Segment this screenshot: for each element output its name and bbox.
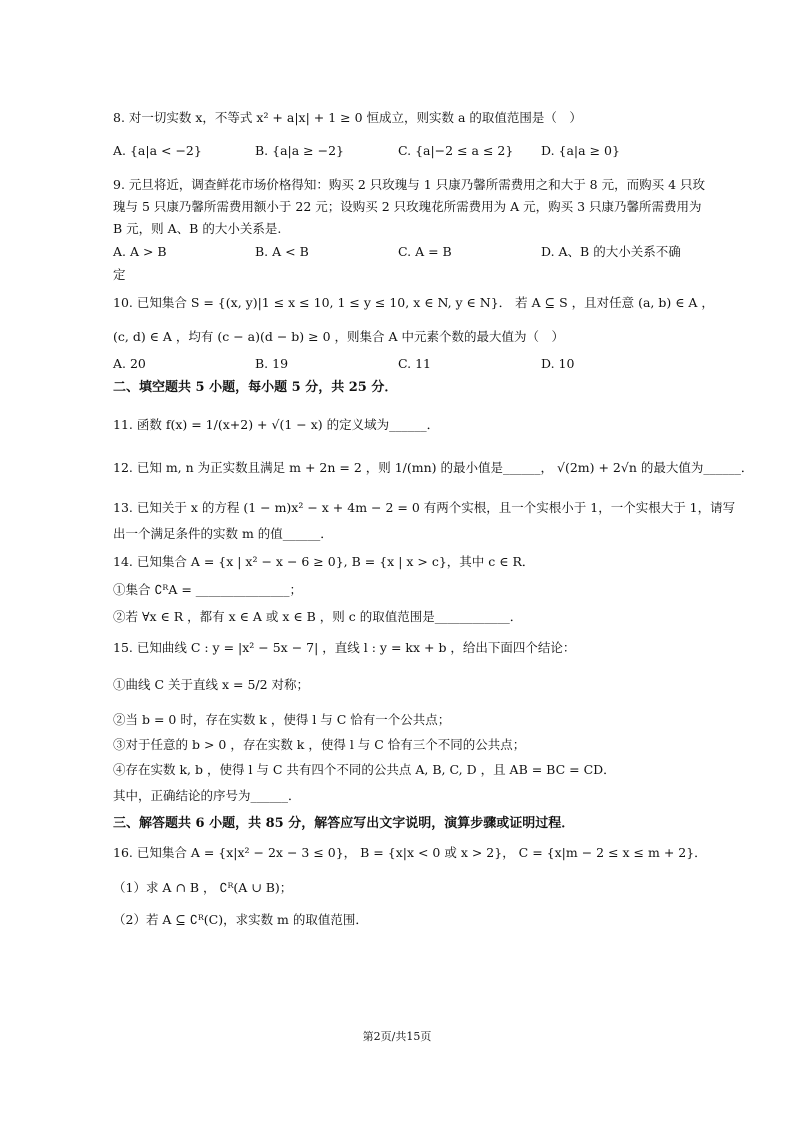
question-14-part-2: ②若 ∀x ∈ R ，都有 x ∈ A 或 x ∈ B ，则 c 的取值范围是____________．	[113, 609, 523, 624]
q8-option-a: A. {a|a < −2}	[113, 143, 202, 158]
q10-option-c: C. 11	[398, 356, 431, 371]
q9-option-b: B. A < B	[255, 244, 309, 259]
question-13-line-1: 13. 已知关于 x 的方程 (1 − m)x² − x + 4m − 2 = 0 有两个实根，且一个实根小于 1，一个实根大于 1，请写	[113, 500, 736, 515]
question-15-stem: 15. 已知曲线 C : y = |x² − 5x − 7| ，直线 l : y = kx + b ，给出下面四个结论：	[113, 640, 576, 655]
question-9-line-3: B 元，则 A、B 的大小关系是.	[113, 221, 282, 236]
question-16-part-1: （1）求 A ∩ B ， ∁ᴿ(A ∪ B)；	[113, 880, 293, 895]
question-15-claim-3: ③对于任意的 b > 0 ，存在实数 k ，使得 l 与 C 恰有三个不同的公共点；	[113, 737, 526, 752]
q8-option-b: B. {a|a ≥ −2}	[255, 143, 345, 158]
page-number: 第2页/共15页	[362, 1030, 432, 1043]
q9-option-c: C. A = B	[398, 244, 452, 259]
q9-option-d-wrap: 定	[113, 267, 126, 282]
question-15-claim-4: ④存在实数 k, b ，使得 l 与 C 共有四个不同的公共点 A, B, C, D ，且 AB = BC = CD．	[113, 762, 616, 777]
q9-option-a: A. A > B	[113, 244, 167, 259]
section-3-heading: 三、解答题共 6 小题，共 85 分，解答应写出文字说明，演算步骤或证明过程．	[113, 816, 575, 831]
question-11: 11. 函数 f(x) = 1/(x+2) + √(1 − x) 的定义域为______．	[113, 417, 440, 432]
question-9-line-1: 9. 元旦将近，调查鲜花市场价格得知：购买 2 只玫瑰与 1 只康乃馨所需费用之和大于 8 元，而购买 4 只玫	[113, 177, 706, 192]
q10-option-b: B. 19	[255, 356, 289, 371]
question-9-line-2: 瑰与 5 只康乃馨所需费用额小于 22 元；设购买 2 只玫瑰花所需费用为 A 元，购买 3 只康乃馨所需费用为	[113, 199, 702, 214]
question-14-part-1: ①集合 ∁ᴿA = _______________；	[113, 582, 303, 597]
question-14-stem: 14. 已知集合 A = {x | x² − x − 6 ≥ 0}, B = {x | x > c}，其中 c ∈ R．	[113, 554, 535, 569]
q8-option-c: C. {a|−2 ≤ a ≤ 2}	[398, 143, 514, 158]
q8-option-d: D. {a|a ≥ 0}	[541, 143, 620, 158]
question-10-line-2: (c, d) ∈ A ，均有 (c − a)(d − b) ≥ 0 ，则集合 A 中元素个数的最大值为（ ）	[113, 329, 565, 344]
q10-option-d: D. 10	[541, 356, 575, 371]
question-15-claim-1: ①曲线 C 关于直线 x = 5/2 对称；	[113, 677, 310, 692]
question-16-stem: 16. 已知集合 A = {x|x² − 2x − 3 ≤ 0}， B = {x|x < 0 或 x > 2}， C = {x|m − 2 ≤ x ≤ m + 2}．	[113, 845, 707, 860]
question-8-stem: 8. 对一切实数 x，不等式 x² + a|x| + 1 ≥ 0 恒成立，则实数 a 的取值范围是（ ）	[113, 110, 582, 125]
section-2-heading: 二、填空题共 5 小题，每小题 5 分，共 25 分．	[113, 380, 398, 395]
question-15-answer-line: 其中，正确结论的序号为______．	[113, 788, 301, 803]
q10-option-a: A. 20	[113, 356, 146, 371]
question-13-line-2: 出一个满足条件的实数 m 的值______．	[113, 526, 333, 541]
question-15-claim-2: ②当 b = 0 时，存在实数 k ，使得 l 与 C 恰有一个公共点；	[113, 712, 451, 727]
question-10-line-1: 10. 已知集合 S = {(x, y)|1 ≤ x ≤ 10, 1 ≤ y ≤ 10, x ∈ N, y ∈ N}． 若 A ⊆ S ，且对任意 (a, b) ∈ A ，	[113, 295, 714, 310]
question-16-part-2: （2）若 A ⊆ ∁ᴿ(C)，求实数 m 的取值范围．	[113, 912, 368, 927]
q9-option-d: D. A、B 的大小关系不确	[541, 244, 681, 259]
question-12: 12. 已知 m, n 为正实数且满足 m + 2n = 2 ，则 1/(mn) 的最小值是______， √(2m) + 2√n 的最大值为______．	[113, 460, 754, 475]
